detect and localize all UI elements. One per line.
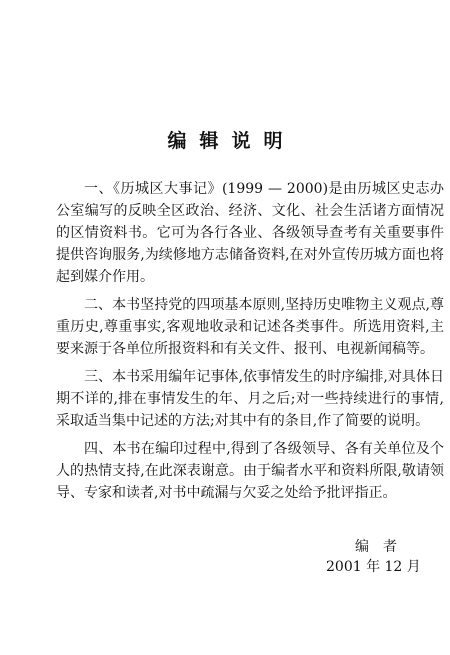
paragraph-4: 四、本书在编印过程中,得到了各级领导、各有关单位及个人的热情支持,在此深表谢意。由于编者水平和资料所限,敬请领导、专家和读者,对书中疏漏与欠妥之处给予批评指正。 bbox=[56, 441, 444, 501]
paragraph-3: 三、本书采用编年记事体,依事情发生的时序编排,对具体日期不详的,排在事情发生的年、月之后;对一些持续进行的事情,采取适当集中记述的方法;对其中有的条目,作了简要的说明。 bbox=[56, 369, 444, 429]
paragraph-1: 一、《历城区大事记》(1999 — 2000)是由历城区史志办公室编写的反映全区政治、经济、文化、社会生活诸方面情况的区情资料书。它可为各行各业、各级领导查考有关重要事件提供咨询服务,为续修地方志储备资料,在对外宣传历城方面也将起到媒介作用。 bbox=[56, 181, 444, 285]
document-date: 2001 年 12 月 bbox=[326, 559, 421, 575]
paragraph-2: 二、本书坚持党的四项基本原则,坚持历史唯物主义观点,尊重历史,尊重事实,客观地收录和记述各类事件。所选用资料,主要来源于各单位所报资料和有关文件、报刊、电视新闻稿等。 bbox=[56, 297, 444, 357]
document-body bbox=[56, 178, 444, 510]
document-title: 编辑说明 bbox=[167, 130, 296, 152]
editor-signature: 编者 bbox=[355, 539, 411, 555]
